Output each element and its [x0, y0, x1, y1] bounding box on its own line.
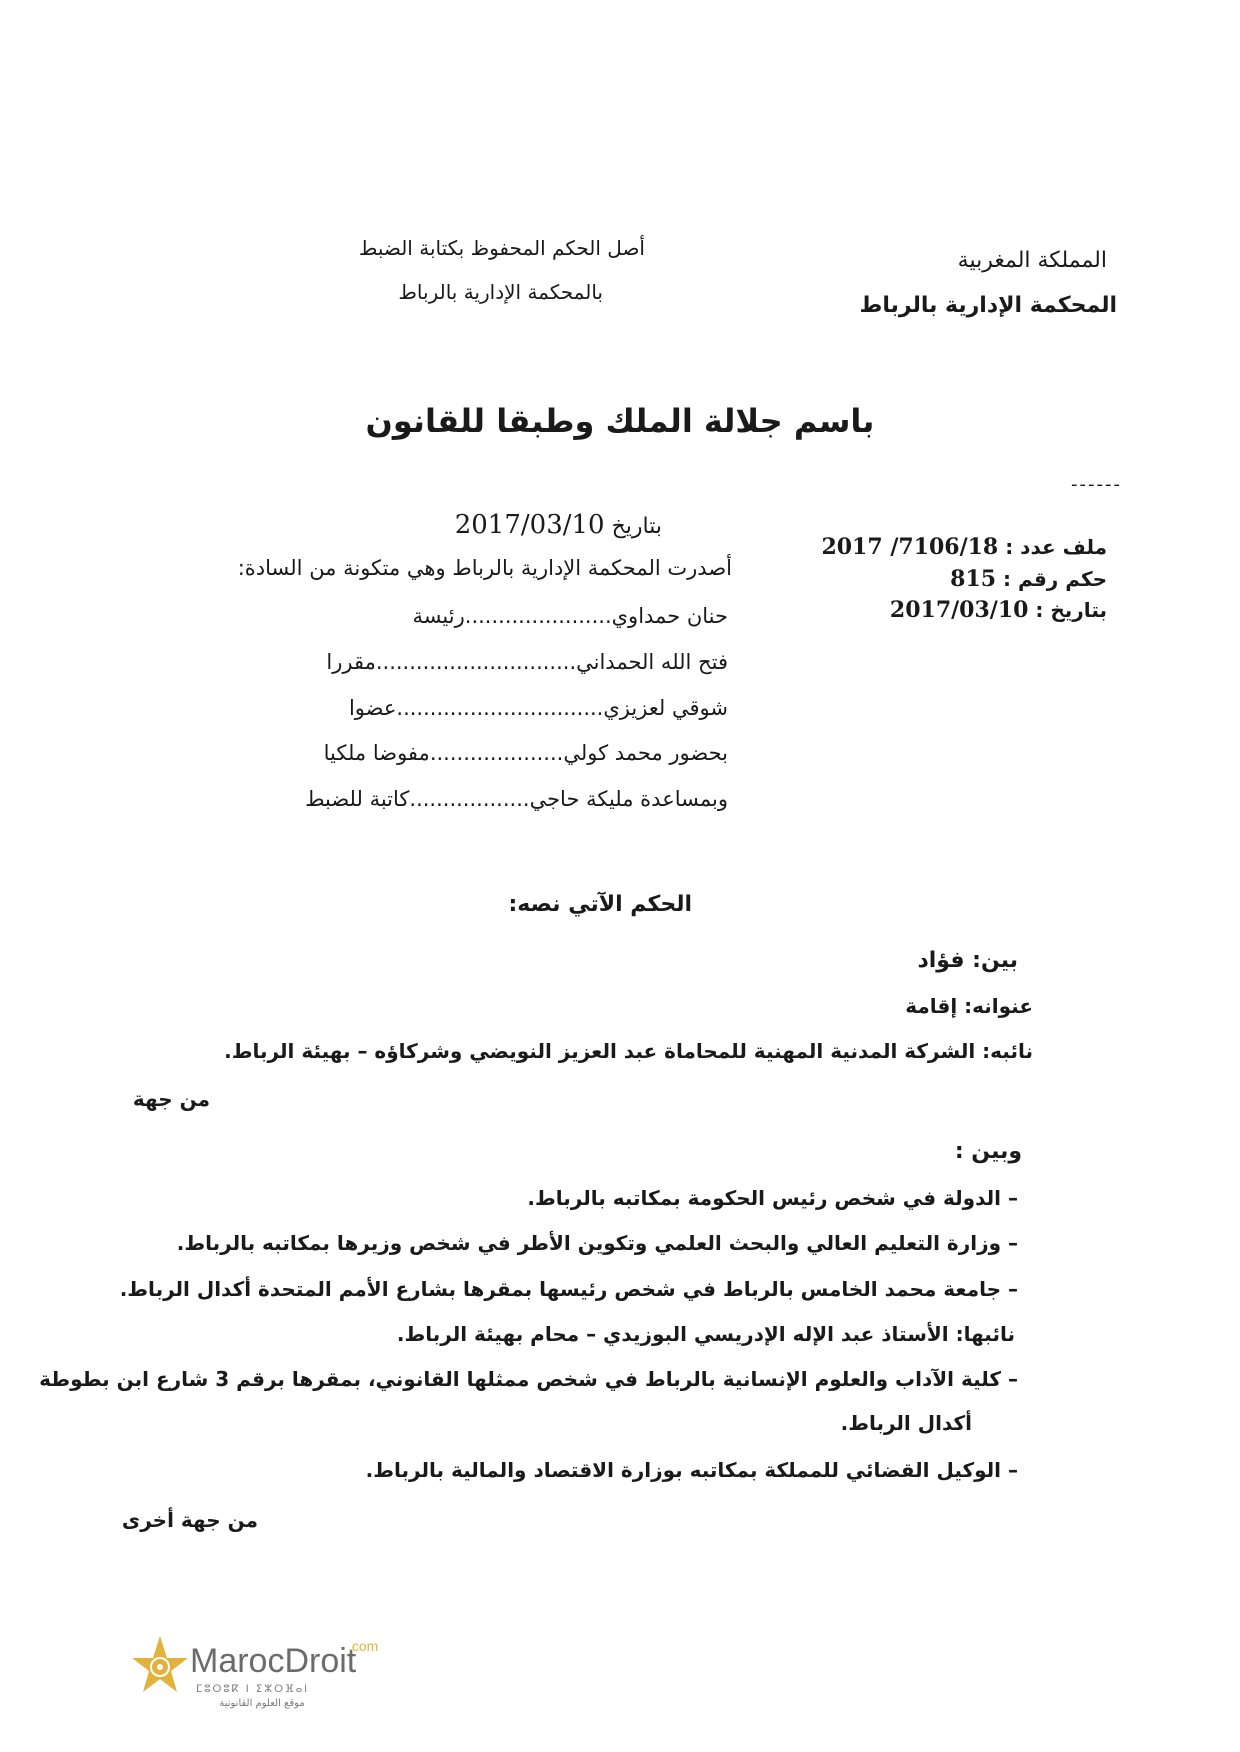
panel-member	[349, 696, 728, 720]
panel-member	[305, 787, 728, 811]
member-name: حنان حمداوي	[611, 604, 728, 628]
case-file-number	[821, 534, 1107, 560]
member-dots: ...............................	[396, 696, 604, 720]
second-party-label: من جهة أخرى	[121, 1508, 258, 1532]
ruling-number	[950, 566, 1107, 592]
member-role: مفوضا ملكيا	[323, 741, 430, 765]
panel-member	[326, 650, 728, 674]
member-role: عضوا	[348, 696, 397, 720]
kingdom-label: المملكة المغربية	[957, 248, 1107, 273]
defendant-item-continued: أكدال الرباط.	[840, 1411, 972, 1435]
defendant-item: – كلية الآداب والعلوم الإنسانية بالرباط في شخص ممثلها القانوني، بمقرها برقم 3 شارع ابن بطوطة	[39, 1367, 1018, 1391]
logo-suffix: .com	[348, 1638, 379, 1654]
case-date-label: بتاريخ :	[1035, 598, 1107, 622]
plaintiff-name: بين: فؤاد	[917, 948, 1018, 973]
ruling-number-label: حكم رقم :	[1003, 567, 1107, 591]
logo-name: MarocDroit	[190, 1642, 357, 1680]
logo-tifinagh: ⵎⵓⵔⵓⴽ ⵏ ⵉⵣⵔⴼⴰⵏ	[196, 1684, 310, 1695]
first-party-label: من جهة	[132, 1087, 210, 1111]
separator: ------	[1071, 474, 1122, 495]
defendant-item: – وزارة التعليم العالي والبحث العلمي وتكوين الأطر في شخص وزيرها بمكاتبه بالرباط.	[176, 1231, 1018, 1255]
issued-statement: أصدرت المحكمة الإدارية بالرباط وهي متكونة من السادة:	[237, 556, 732, 580]
ruling-heading: الحكم الآتي نصه:	[508, 892, 692, 917]
member-name: فتح الله الحمداني	[576, 650, 728, 674]
member-dots: ......................	[464, 604, 612, 628]
ruling-number-value: 815	[950, 566, 997, 592]
defendant-item: – جامعة محمد الخامس بالرباط في شخص رئيسها بمقرها بشارع الأمم المتحدة أكدال الرباط.	[119, 1277, 1018, 1301]
member-dots: ..............................	[375, 650, 577, 674]
date-value: 2017/03/10	[454, 510, 605, 540]
case-date-value: 2017/03/10	[889, 597, 1029, 623]
logo-tagline: موقع العلوم القانونية	[219, 1698, 305, 1709]
original-copy-line-2: بالمحكمة الإدارية بالرباط	[398, 280, 603, 304]
plaintiff-address: عنوانه: إقامة	[905, 994, 1033, 1018]
plaintiff-attorney: نائبه: الشركة المدنية المهنية للمحاماة عبد العزيز النويضي وشركاؤه – بهيئة الرباط.	[224, 1039, 1033, 1063]
panel-member	[324, 741, 728, 765]
original-copy-line-1: أصل الحكم المحفوظ بكتابة الضبط	[358, 236, 645, 260]
judgment-date-line	[455, 510, 662, 540]
member-role: كاتبة للضبط	[305, 787, 410, 811]
defendant-item: – الدولة في شخص رئيس الحكومة بمكاتبه بالرباط.	[527, 1186, 1018, 1210]
member-role: مقررا	[326, 650, 376, 674]
member-name: وبمساعدة مليكة حاجي	[529, 787, 728, 811]
marocdroit-logo	[130, 1634, 380, 1714]
member-role: رئيسة	[412, 604, 465, 628]
court-name: المحكمة الإدارية بالرباط	[859, 293, 1117, 318]
member-dots: ..................	[409, 787, 530, 811]
defendant-item: – الوكيل القضائي للمملكة بمكاتبه بوزارة الاقتصاد والمالية بالرباط.	[365, 1458, 1018, 1482]
case-file-value: 2017 /7106/18	[821, 534, 999, 560]
invocation-title: باسم جلالة الملك وطبقا للقانون	[365, 402, 875, 440]
panel-member	[412, 604, 728, 628]
and-between-label: وبين :	[954, 1139, 1022, 1164]
star-icon	[130, 1634, 190, 1700]
member-name: شوقي لعزيزي	[603, 696, 728, 720]
date-label: بتاريخ	[611, 514, 662, 539]
case-date	[890, 597, 1107, 623]
member-name: بحضور محمد كولي	[563, 741, 728, 765]
member-dots: ....................	[429, 741, 564, 765]
case-file-label: ملف عدد :	[1005, 535, 1107, 559]
defendant-representative: نائبها: الأستاذ عبد الإله الإدريسي البوزيدي – محام بهيئة الرباط.	[396, 1322, 1015, 1346]
